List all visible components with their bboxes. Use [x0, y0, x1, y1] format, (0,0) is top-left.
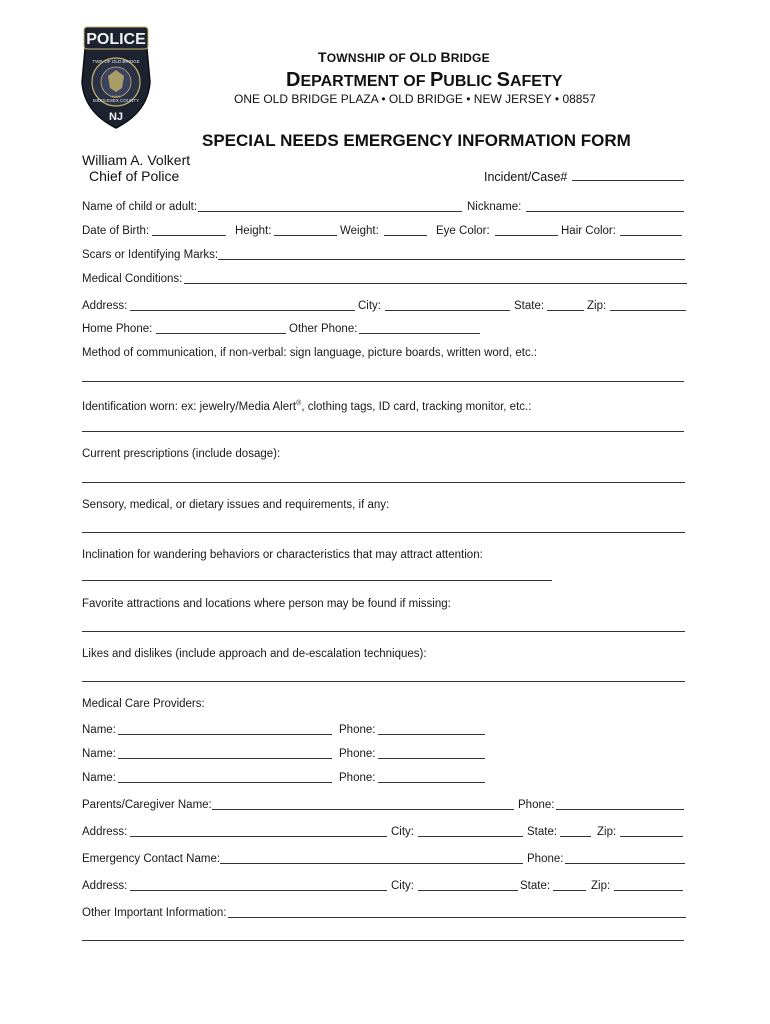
- org-department-part: UBLIC: [443, 73, 497, 90]
- provider-phone-label: Phone:: [339, 748, 376, 760]
- provider-name-label: Name:: [82, 748, 116, 760]
- city2-label: City:: [391, 826, 414, 838]
- communication-label: Method of communication, if non-verbal: sign language, picture boards, written word, etc.:: [82, 347, 538, 359]
- state-label: State:: [514, 300, 545, 312]
- home-phone-label: Home Phone:: [82, 323, 153, 335]
- prescriptions-label: Current prescriptions (include dosage):: [82, 448, 281, 460]
- provider-phone-field[interactable]: [378, 734, 485, 735]
- scars-field[interactable]: [218, 259, 685, 260]
- communication-field[interactable]: [82, 381, 684, 382]
- provider-name-field[interactable]: [118, 734, 332, 735]
- address2-field[interactable]: [130, 836, 387, 837]
- provider-phone-label: Phone:: [339, 772, 376, 784]
- attractions-field[interactable]: [82, 631, 685, 632]
- weight-label: Weight:: [340, 225, 379, 237]
- emergency-phone-label: Phone:: [527, 853, 564, 865]
- provider-name-label: Name:: [82, 724, 116, 736]
- provider-phone-field[interactable]: [378, 782, 485, 783]
- other-phone-field[interactable]: [359, 333, 480, 334]
- likes-dislikes-field[interactable]: [82, 681, 685, 682]
- emergency-phone-field[interactable]: [565, 863, 685, 864]
- other-info-field[interactable]: [228, 917, 686, 918]
- height-label: Height:: [235, 225, 272, 237]
- provider-name-field[interactable]: [118, 758, 332, 759]
- eye-color-field[interactable]: [495, 235, 558, 236]
- state-field[interactable]: [547, 310, 584, 311]
- emergency-contact-label: Emergency Contact Name:: [82, 853, 221, 865]
- org-township-part: RIDGE: [450, 51, 490, 65]
- state3-field[interactable]: [553, 890, 586, 891]
- home-phone-field[interactable]: [156, 333, 286, 334]
- org-department-part: AFETY: [509, 73, 563, 90]
- org-department-part: EPARTMENT OF: [300, 73, 430, 90]
- wandering-label: Inclination for wandering behaviors or characteristics that may attract attention:: [82, 549, 483, 561]
- height-field[interactable]: [274, 235, 337, 236]
- zip3-label: Zip:: [591, 880, 611, 892]
- name-field[interactable]: [198, 211, 462, 212]
- org-department-part: S: [496, 69, 510, 91]
- address-label: Address:: [82, 300, 128, 312]
- parents-label: Parents/Caregiver Name:: [82, 799, 212, 811]
- identification-field[interactable]: [82, 431, 684, 432]
- parents-field[interactable]: [212, 809, 514, 810]
- identification-text-cont: , clothing tags, ID card, tracking monitor, etc.:: [301, 400, 532, 413]
- org-department-part: D: [286, 69, 301, 91]
- other-phone-label: Other Phone:: [289, 323, 358, 335]
- city2-field[interactable]: [418, 836, 523, 837]
- other-info-label: Other Important Information:: [82, 907, 227, 919]
- weight-field[interactable]: [384, 235, 427, 236]
- incident-case-label: Incident/Case#: [484, 170, 568, 184]
- hair-color-label: Hair Color:: [561, 225, 616, 237]
- address3-label: Address:: [82, 880, 128, 892]
- org-township-part: T: [318, 49, 327, 65]
- medical-conditions-label: Medical Conditions:: [82, 273, 183, 285]
- org-department: [286, 69, 562, 92]
- zip3-field[interactable]: [614, 890, 683, 891]
- name-label: Name of child or adult:: [82, 201, 198, 213]
- org-township-part: OWNSHIP OF: [326, 51, 410, 65]
- org-township-part: O: [409, 49, 421, 65]
- badge-year: 1869: [111, 94, 121, 99]
- sensory-field[interactable]: [82, 532, 685, 533]
- city-label: City:: [358, 300, 381, 312]
- address-field[interactable]: [130, 310, 355, 311]
- state3-label: State:: [520, 880, 551, 892]
- city3-label: City:: [391, 880, 414, 892]
- hair-color-field[interactable]: [620, 235, 682, 236]
- other-info-field-line2[interactable]: [82, 940, 684, 941]
- parents-phone-field[interactable]: [556, 809, 684, 810]
- form-title: SPECIAL NEEDS EMERGENCY INFORMATION FORM: [202, 131, 631, 150]
- dob-label: Date of Birth:: [82, 225, 150, 237]
- medical-conditions-field[interactable]: [184, 283, 687, 284]
- prescriptions-field[interactable]: [82, 482, 685, 483]
- badge-top-text: POLICE: [86, 31, 146, 48]
- incident-case-field[interactable]: [572, 180, 684, 181]
- address3-field[interactable]: [130, 890, 387, 891]
- org-department-part: P: [429, 69, 444, 91]
- registered-mark: ®: [296, 400, 302, 407]
- police-badge-logo: [78, 22, 154, 130]
- attractions-label: Favorite attractions and locations where person may be found if missing:: [82, 598, 451, 610]
- badge-state: NJ: [108, 111, 124, 123]
- providers-label: Medical Care Providers:: [82, 698, 205, 710]
- emergency-contact-field[interactable]: [220, 863, 523, 864]
- org-address: ONE OLD BRIDGE PLAZA • OLD BRIDGE • NEW JERSEY • 08857: [234, 92, 596, 106]
- sensory-label: Sensory, medical, or dietary issues and requirements, if any:: [82, 499, 390, 511]
- parents-phone-label: Phone:: [518, 799, 555, 811]
- zip2-field[interactable]: [620, 836, 683, 837]
- chief-title: Chief of Police: [89, 168, 180, 184]
- scars-label: Scars or Identifying Marks:: [82, 249, 219, 261]
- org-township-part: LD: [420, 51, 441, 65]
- identification-label: [82, 397, 531, 414]
- provider-phone-label: Phone:: [339, 724, 376, 736]
- badge-bottom-text: MIDDLESEX COUNTY: [92, 98, 140, 103]
- identification-text: Identification worn: ex: jewelry/Media Alert: [82, 400, 297, 413]
- city-field[interactable]: [385, 310, 510, 311]
- city3-field[interactable]: [418, 890, 518, 891]
- nickname-label: Nickname:: [467, 201, 522, 213]
- eye-color-label: Eye Color:: [436, 225, 490, 237]
- zip-label: Zip:: [587, 300, 607, 312]
- zip-field[interactable]: [610, 310, 686, 311]
- provider-name-label: Name:: [82, 772, 116, 784]
- chief-name: William A. Volkert: [82, 152, 191, 168]
- state2-label: State:: [527, 826, 558, 838]
- org-township-part: B: [440, 49, 451, 65]
- org-township: [318, 49, 490, 65]
- likes-dislikes-label: Likes and dislikes (include approach and de-escalation techniques):: [82, 648, 427, 660]
- dob-field[interactable]: [152, 235, 226, 236]
- nickname-field[interactable]: [526, 211, 684, 212]
- zip2-label: Zip:: [597, 826, 617, 838]
- wandering-field[interactable]: [82, 580, 552, 581]
- state2-field[interactable]: [560, 836, 591, 837]
- address2-label: Address:: [82, 826, 128, 838]
- provider-name-field[interactable]: [118, 782, 332, 783]
- provider-phone-field[interactable]: [378, 758, 485, 759]
- badge-ring-text: TWP. OF OLD BRIDGE: [92, 59, 140, 64]
